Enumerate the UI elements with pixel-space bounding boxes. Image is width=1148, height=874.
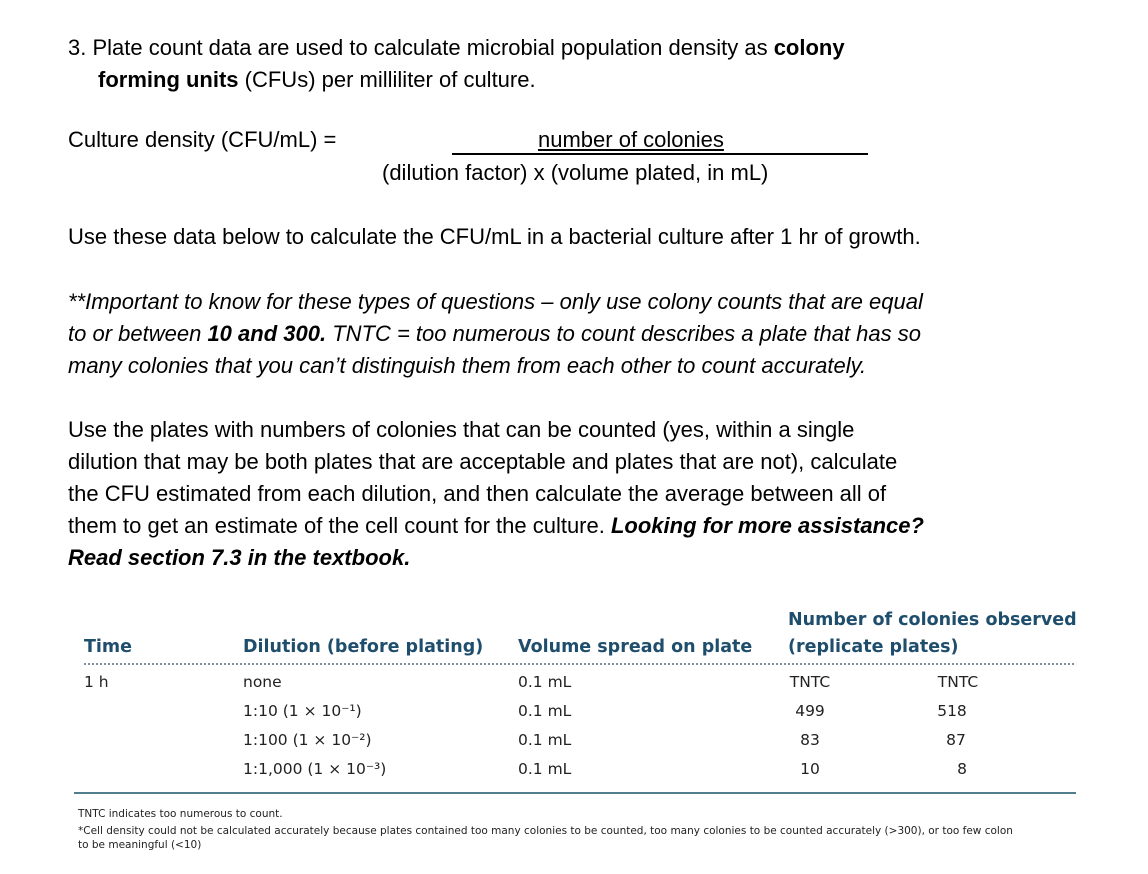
instructions-line4: [68, 510, 924, 542]
instructions-line3: the CFU estimated from each dilution, and then calculate the average between all of: [68, 481, 887, 506]
question-title-line1: Plate count data are used to calculate microbial population density as: [92, 35, 774, 60]
important-line3: many colonies that you can’t distinguish them from each other to count accurately.: [68, 353, 867, 378]
row-volume: 0.1 mL: [518, 760, 572, 778]
header-divider: [84, 663, 1074, 665]
row-plate1: TNTC: [789, 673, 831, 691]
instructions-line2: dilution that may be both plates that are acceptable and plates that are not), calculate: [68, 449, 898, 474]
important-line2-post: TNTC = too numerous to count describes a plate that has so: [326, 321, 922, 346]
instructions-line1: Use the plates with numbers of colonies that can be counted (yes, within a single: [68, 417, 855, 442]
important-note: [68, 286, 923, 382]
time-value: 1 h: [84, 673, 109, 691]
use-data-text: Use these data below to calculate the CFU/mL in a bacterial culture after 1 hr of growth.: [68, 224, 921, 249]
header-time: Time: [84, 637, 133, 657]
instructions: [68, 414, 924, 574]
row-plate1: 10: [800, 760, 820, 778]
table-note-density: *Cell density could not be calculated accurately because plates contained too many colonies to be counted, too many colonies to be counted accurately (>300), or too few colon: [78, 825, 1013, 837]
question-number: 3.: [68, 35, 87, 60]
instructions-line5-bold: Read section 7.3 in the textbook.: [68, 545, 411, 570]
table-note-tntc: TNTC indicates too numerous to count.: [78, 808, 283, 820]
row-plate2: 8: [957, 760, 967, 778]
row-volume: 0.1 mL: [518, 673, 572, 691]
important-line2-pre: to or between: [68, 321, 208, 346]
instructions-line4-pre: them to get an estimate of the cell count for the culture.: [68, 513, 611, 538]
question-title-line2: (CFUs) per milliliter of culture.: [238, 67, 536, 92]
formula-numerator: [452, 127, 868, 155]
row-dilution: 1:100 (1 × 10⁻²): [243, 731, 372, 749]
formula-numerator-text: number of colonies: [538, 127, 724, 152]
important-line2: [68, 318, 923, 350]
question-title-bold2: forming units: [98, 67, 239, 92]
question-title-bold1: colony: [773, 35, 845, 60]
row-plate2: TNTC: [937, 673, 979, 691]
row-plate2: 518: [937, 702, 967, 720]
instructions-line4-bold: Looking for more assistance?: [610, 513, 924, 538]
row-plate1: 83: [800, 731, 820, 749]
instructions-line5: [68, 542, 924, 574]
formula-denominator: (dilution factor) x (volume plated, in mL): [382, 160, 769, 185]
row-volume: 0.1 mL: [518, 731, 572, 749]
header-colonies-line1: Number of colonies observed: [788, 610, 1077, 630]
header-colonies-line2: (replicate plates): [788, 637, 959, 657]
question-title: [68, 32, 845, 96]
table-note-meaningful: to be meaningful (<10): [78, 839, 202, 851]
formula-label: Culture density (CFU/mL) =: [68, 127, 337, 152]
row-plate2: 87: [946, 731, 966, 749]
row-volume: 0.1 mL: [518, 702, 572, 720]
important-line2-bold: 10 and 300.: [207, 321, 327, 346]
row-plate1: 499: [795, 702, 825, 720]
header-volume: Volume spread on plate: [518, 637, 753, 657]
important-line1: **Important to know for these types of questions – only use colony counts that are equal: [68, 289, 923, 314]
table-bottom-rule: [74, 792, 1076, 794]
row-dilution: 1:1,000 (1 × 10⁻³): [243, 760, 387, 778]
row-dilution: none: [243, 673, 282, 691]
header-dilution: Dilution (before plating): [243, 637, 484, 657]
row-dilution: 1:10 (1 × 10⁻¹): [243, 702, 362, 720]
